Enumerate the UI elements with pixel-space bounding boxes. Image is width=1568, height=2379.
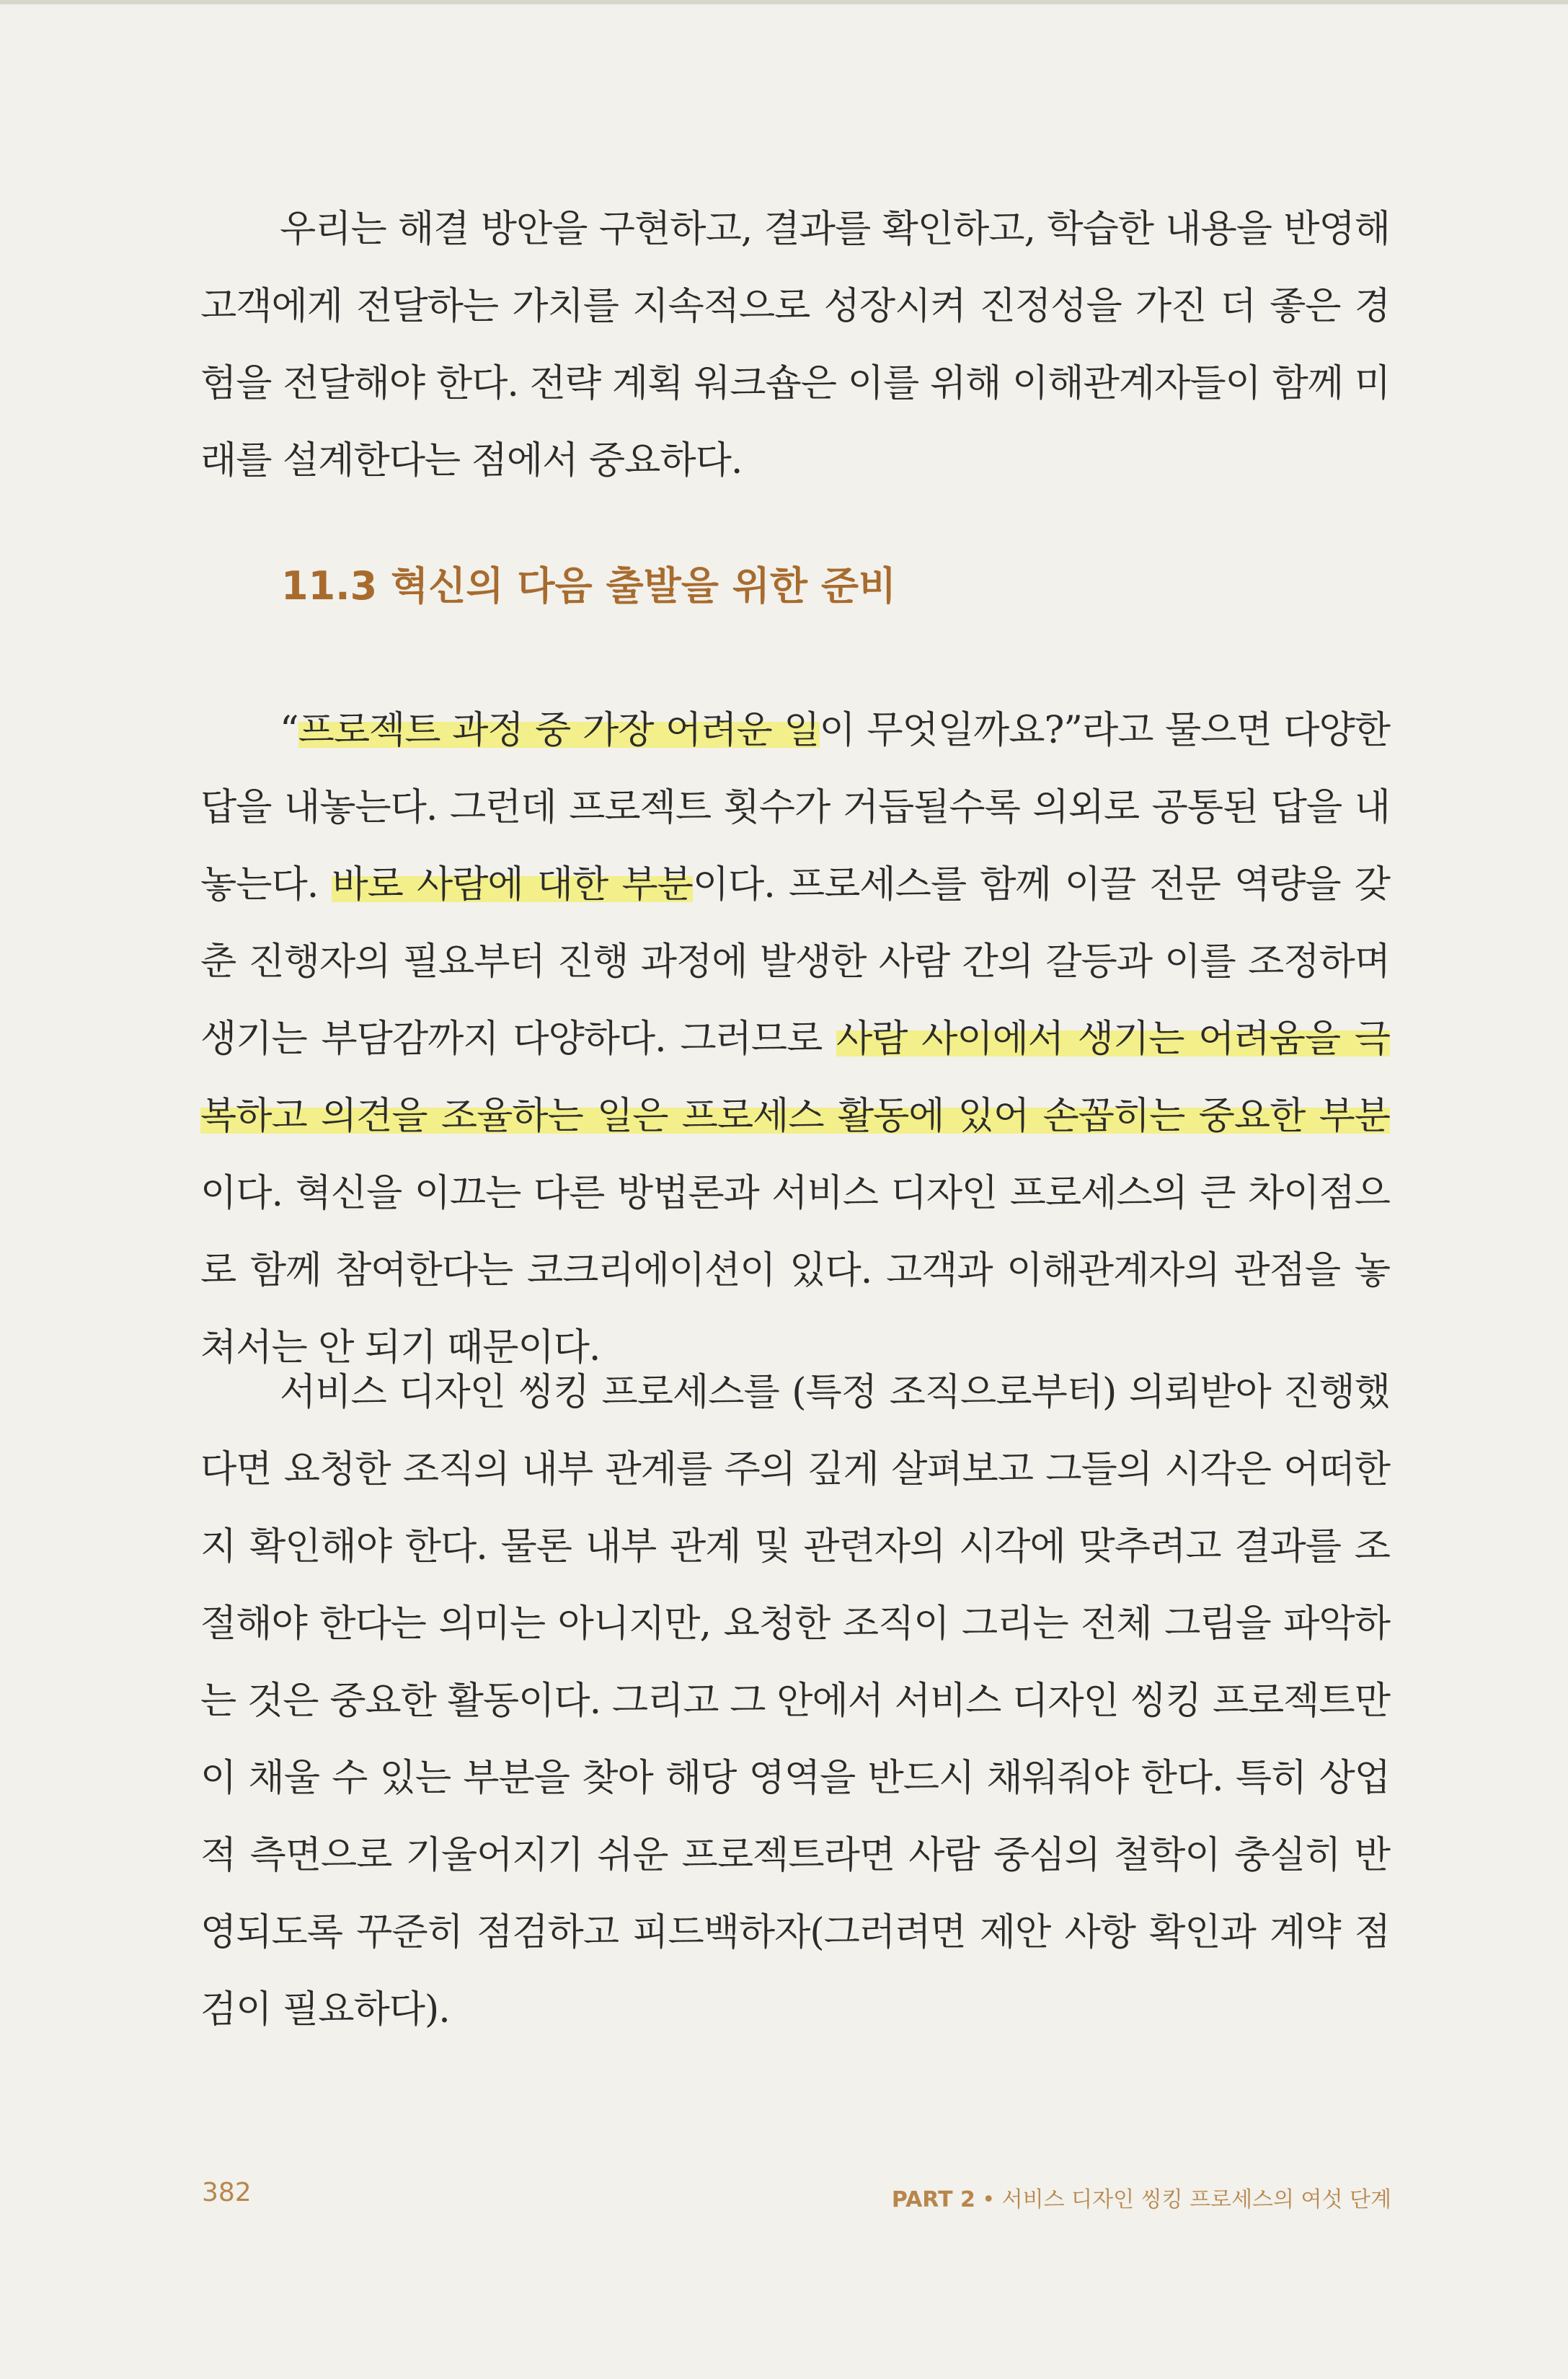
page-edge <box>0 0 1568 4</box>
section-heading: 11.3 혁신의 다음 출발을 위한 준비 <box>281 563 897 609</box>
second-paragraph-block <box>200 1354 1390 2049</box>
main-text-3: 이다. 혁신을 이끄는 다른 방법론과 서비스 디자인 프로세스의 큰 차이점으로 함께 참여한다는 코크리에이션이 있다. 고객과 이해관계자의 관점을 놓쳐서는 안 되기 때문이다. <box>200 1172 1390 1369</box>
main-text-2: 이다. 프로세스를 함께 이끌 전문 역량을 갖춘 진행자의 필요부터 진행 과정에 발생한 사람 간의 갈등과 이를 조정하며 생기는 부담감까지 다양하다. 그러므로 <box>200 863 1390 1061</box>
main-text-1: 이 무엇일까요?”라고 물으면 다양한 답을 내놓는다. 그런데 프로젝트 횟수가 거듭될수록 의외로 공통된 답을 내놓는다. <box>200 709 1390 906</box>
part-label: PART 2 <box>891 2187 975 2212</box>
page-number: 382 <box>202 2178 252 2207</box>
highlight-1: 프로젝트 과정 중 가장 어려운 일 <box>298 709 820 752</box>
part-title: 서비스 디자인 씽킹 프로세스의 여섯 단계 <box>1001 2187 1391 2212</box>
quote-mark: “ <box>280 709 298 752</box>
highlight-2: 바로 사람에 대한 부분 <box>332 863 693 906</box>
footer-bullet: • <box>982 2187 996 2212</box>
intro-paragraph-block <box>200 191 1390 500</box>
running-footer <box>892 2181 1391 2213</box>
intro-paragraph: 우리는 해결 방안을 구현하고, 결과를 확인하고, 학습한 내용을 반영해 고객에게 전달하는 가치를 지속적으로 성장시켜 진정성을 가진 더 좋은 경험을 전달해야 한다. 전략 계획 워크숍은 이를 위해 이해관계자들이 함께 미래를 설계한다는 점에서 중요하다. <box>200 208 1390 482</box>
main-paragraph-block <box>200 692 1390 1387</box>
highlight-3: 사람 사이에서 생기는 어려움을 극복하고 의견을 조율하는 일은 프로세스 활동에 있어 손꼽히는 중요한 부분 <box>200 1018 1390 1138</box>
second-paragraph: 서비스 디자인 씽킹 프로세스를 (특정 조직으로부터) 의뢰받아 진행했다면 요청한 조직의 내부 관계를 주의 깊게 살펴보고 그들의 시각은 어떠한지 확인해야 한다. 물론 내부 관계 및 관련자의 시각에 맞추려고 결과를 조절해야 한다는 의미는 아니지만, 요청한 조직이 그리는 전체 그림을 파악하는 것은 중요한 활동이다. 그리고 그 안에서 서비스 디자인 씽킹 프로젝트만이 채울 수 있는 부분을 찾아 해당 영역을 반드시 채워줘야 한다. 특히 상업적 측면으로 기울어지기 쉬운 프로젝트라면 사람 중심의 철학이 충실히 반영되도록 꾸준히 점검하고 피드백하자(그러려면 제안 사항 확인과 계약 점검이 필요하다). <box>200 1371 1390 2031</box>
main-paragraph <box>200 692 1390 1387</box>
